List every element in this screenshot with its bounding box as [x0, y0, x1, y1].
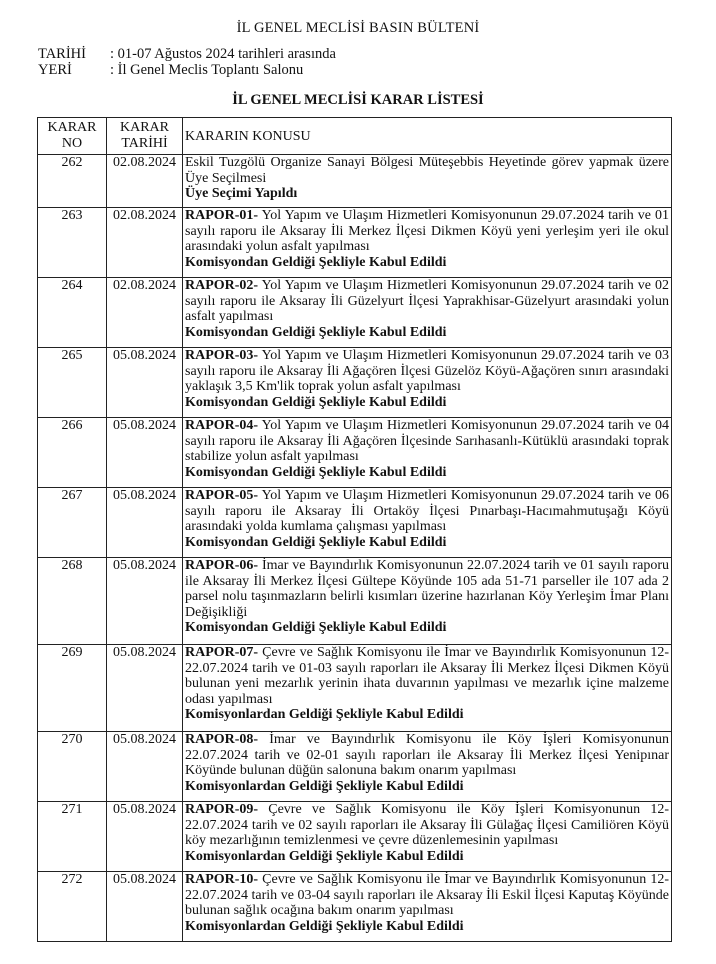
decision-no: 265 [38, 348, 107, 418]
decision-subject [183, 155, 672, 208]
report-number: RAPOR-04- [185, 418, 259, 433]
subject-text: Yol Yapım ve Ulaşım Hizmetleri Komisyonunun 29.07.2024 tarih ve 02 sayılı raporu ile Aksaray İli Güzelyurt İlçesi Yaprakhisar-Güzelyurt arasındaki yolun asfalt yapılması [185, 278, 669, 324]
report-number: RAPOR-02- [185, 278, 259, 293]
report-number: RAPOR-06- [185, 558, 259, 573]
report-number: RAPOR-01- [185, 208, 259, 223]
decision-date: 05.08.2024 [107, 558, 183, 645]
decision-date: 05.08.2024 [107, 872, 183, 942]
meta-date-row [38, 46, 336, 62]
subject-text: Yol Yapım ve Ulaşım Hizmetleri Komisyonunun 29.07.2024 tarih ve 03 sayılı raporu ile Aksaray İli Ağaçören İlçesi Güzelöz Köyü-Ağaçören sınırı arasındaki yaklaşık 3,5 Km'lik toprak yolun asfalt yapılması [185, 348, 669, 394]
meta-place-row [38, 62, 336, 78]
decision-result: Komisyondan Geldiği Şekliyle Kabul Edildi [185, 464, 447, 480]
subject-text: Çevre ve Sağlık Komisyonu ile Köy İşleri Komisyonunun 12-22.07.2024 tarih ve 02 sayılı raporları ile Aksaray İli Gülağaç İlçesi Camiliören Köyü köy mezarlığının temizlenmesi ve çevre düzenlemesinin yapılması [185, 802, 669, 848]
report-number: RAPOR-03- [185, 348, 259, 363]
decision-subject [183, 278, 672, 348]
table-body [38, 155, 672, 942]
decision-date: 05.08.2024 [107, 348, 183, 418]
decision-subject [183, 488, 672, 558]
table-row [38, 802, 672, 872]
report-number: RAPOR-10- [185, 872, 259, 887]
subject-text: Yol Yapım ve Ulaşım Hizmetleri Komisyonunun 29.07.2024 tarih ve 01 sayılı raporu ile Aksaray İli Merkez İlçesi Dikmen Köyü yeni yerleşim yeri ile okul arasındaki yolun asfalt yapılması [185, 208, 669, 254]
date-label: TARİHİ [38, 46, 86, 62]
decision-no: 264 [38, 278, 107, 348]
decision-no: 271 [38, 802, 107, 872]
header-date-line2: TARİHİ [121, 135, 168, 151]
decision-result: Komisyonlardan Geldiği Şekliyle Kabul Edildi [185, 707, 464, 722]
table-row [38, 488, 672, 558]
header-decision-no [38, 118, 107, 155]
decision-no: 268 [38, 558, 107, 645]
decision-result: Komisyonlardan Geldiği Şekliyle Kabul Edildi [185, 848, 464, 864]
report-number: RAPOR-07- [185, 645, 259, 660]
decision-subject [183, 872, 672, 942]
decision-result: Komisyonlardan Geldiği Şekliyle Kabul Edildi [185, 778, 464, 794]
decision-result: Komisyondan Geldiği Şekliyle Kabul Edildi [185, 534, 447, 550]
decision-date: 05.08.2024 [107, 802, 183, 872]
table-row [38, 558, 672, 645]
table-row [38, 872, 672, 942]
header-decision-subject: KARARIN KONUSU [183, 118, 672, 155]
decision-result: Komisyondan Geldiği Şekliyle Kabul Edildi [185, 620, 447, 635]
subject-text: Çevre ve Sağlık Komisyonu ile İmar ve Bayındırlık Komisyonunun 12-22.07.2024 tarih ve 03-04 sayılı raporları ile Aksaray İli Eskil İlçesi Kaputaş Köyünde bulunan sağlık ocağına bakım onarım yapılması [185, 872, 669, 918]
meeting-meta [38, 46, 336, 78]
report-number: RAPOR-05- [185, 488, 259, 503]
header-no-line1: KARAR [47, 120, 97, 135]
decision-date: 02.08.2024 [107, 208, 183, 278]
decision-result: Komisyondan Geldiği Şekliyle Kabul Edildi [185, 394, 447, 410]
subject-text: Çevre ve Sağlık Komisyonu ile İmar ve Bayındırlık Komisyonunun 12-22.07.2024 tarih ve 01-03 sayılı raporları ile Aksaray İli Merkez İlçesi Dikmen Köyü bulunan yeni mezarlık yerinin ihata duvarının yapılması ve mezarlık içine malzeme odası yapılması [185, 645, 669, 707]
place-value: : İl Genel Meclis Toplantı Salonu [110, 62, 304, 78]
bulletin-title: İL GENEL MECLİSİ BASIN BÜLTENİ [236, 20, 480, 36]
decision-result: Komisyondan Geldiği Şekliyle Kabul Edildi [185, 324, 447, 340]
decision-subject [183, 802, 672, 872]
decision-no: 272 [38, 872, 107, 942]
decision-result: Üye Seçimi Yapıldı [185, 186, 298, 201]
subject-text: Eskil Tuzgölü Organize Sanayi Bölgesi Müteşebbis Heyetinde görev yapmak üzere Üye Seçilmesi [185, 155, 669, 186]
table-row [38, 732, 672, 802]
date-value: : 01-07 Ağustos 2024 tarihleri arasında [110, 46, 336, 62]
subject-text: Yol Yapım ve Ulaşım Hizmetleri Komisyonunun 29.07.2024 tarih ve 06 sayılı raporu ile Aksaray İli Ortaköy İlçesi Pınarbaşı-Hacımahmutuşağı Köyü arasındaki yolda kumlama çalışması yapılması [185, 488, 669, 534]
header-no-line2: NO [61, 135, 83, 151]
decision-subject [183, 732, 672, 802]
decision-subject [183, 645, 672, 732]
table-row [38, 418, 672, 488]
subject-text: İmar ve Bayındırlık Komisyonu ile Köy İşleri Komisyonunun 22.07.2024 tarih ve 02-01 sayılı raporları ile Aksaray İli Merkez İlçesi Yenipınar Köyünde bulunan düğün salonuna bakım onarım yapılması [185, 732, 669, 778]
decision-no: 269 [38, 645, 107, 732]
decision-subject [183, 208, 672, 278]
decision-subject [183, 558, 672, 645]
decision-result: Komisyonlardan Geldiği Şekliyle Kabul Edildi [185, 918, 464, 934]
decision-table [37, 117, 672, 942]
decision-list-title: İL GENEL MECLİSİ KARAR LİSTESİ [232, 92, 484, 108]
decision-no: 262 [38, 155, 107, 208]
table-row [38, 208, 672, 278]
header-decision-date [107, 118, 183, 155]
place-label: YERİ [38, 62, 72, 78]
header-date-line1: KARAR [119, 120, 169, 135]
subject-text: Yol Yapım ve Ulaşım Hizmetleri Komisyonunun 29.07.2024 tarih ve 04 sayılı raporu ile Aksaray İli Ağaçören İlçesinde Sarıhasanlı-Kütüklü arasındaki toprak stabilize yolun asfalt yapılması [185, 418, 669, 464]
decision-date: 02.08.2024 [107, 278, 183, 348]
decision-no: 267 [38, 488, 107, 558]
decision-no: 266 [38, 418, 107, 488]
decision-date: 05.08.2024 [107, 418, 183, 488]
decision-no: 270 [38, 732, 107, 802]
table-row [38, 155, 672, 208]
table-row [38, 348, 672, 418]
decision-subject [183, 348, 672, 418]
subject-text: İmar ve Bayındırlık Komisyonunun 22.07.2024 tarih ve 01 sayılı raporu ile Aksaray İli Merkez İlçesi Gültepe Köyünde 105 ada 51-71 parseller ile 107 ada 2 parsel nolu taşınmazların belirli kısımları üzerine hazırlanan Köy Yerleşim İmar Planı Değişikliği [185, 558, 669, 620]
report-number: RAPOR-08- [185, 732, 259, 747]
decision-date: 05.08.2024 [107, 732, 183, 802]
decision-date: 02.08.2024 [107, 155, 183, 208]
decision-subject [183, 418, 672, 488]
table-row [38, 278, 672, 348]
table-header-row [38, 118, 672, 155]
decision-date: 05.08.2024 [107, 645, 183, 732]
report-number: RAPOR-09- [185, 802, 259, 817]
decision-result: Komisyondan Geldiği Şekliyle Kabul Edildi [185, 254, 447, 270]
decision-date: 05.08.2024 [107, 488, 183, 558]
decision-no: 263 [38, 208, 107, 278]
table-row [38, 645, 672, 732]
